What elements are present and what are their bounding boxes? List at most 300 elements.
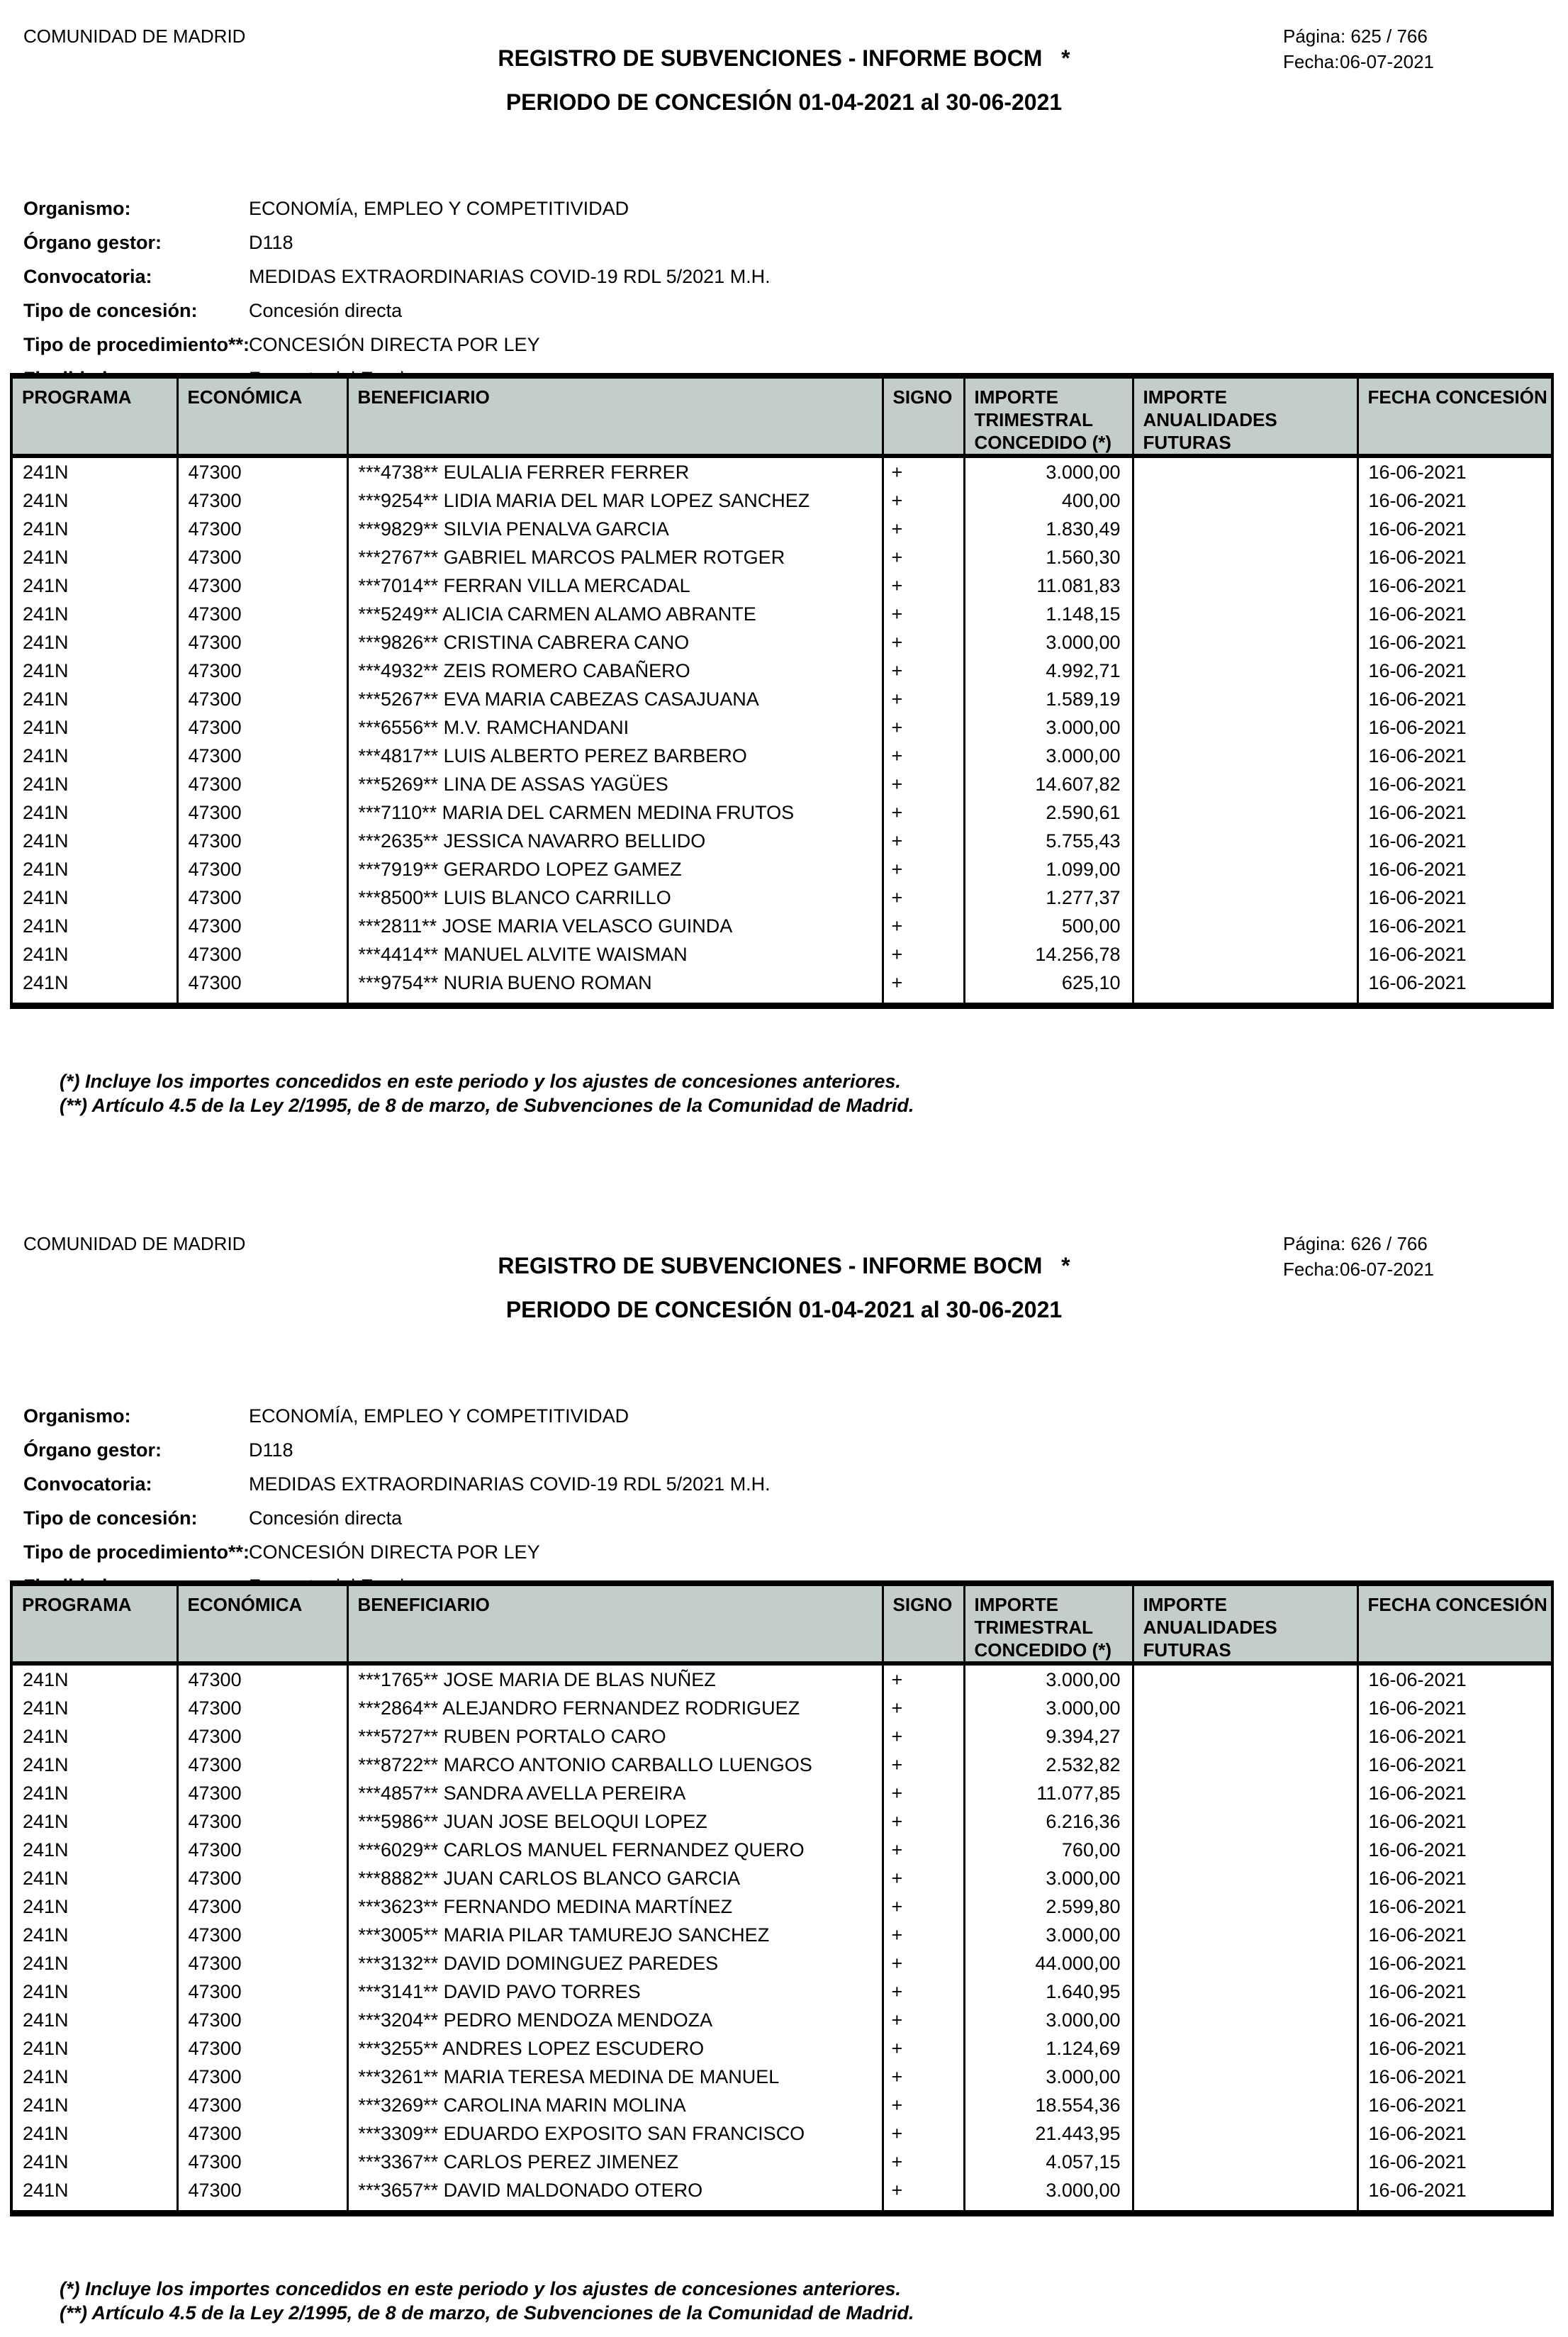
cell-beneficiario: ***2864** ALEJANDRO FERNANDEZ RODRIGUEZ [347,1694,883,1722]
cell-importe-trimestral: 3.000,00 [964,1663,1133,1694]
cell-importe-trimestral: 5.755,43 [964,827,1133,855]
meta-value: D118 [249,1439,293,1461]
meta-row-organo-gestor [23,1433,771,1467]
cell-programa: 241N [11,1921,177,1949]
cell-beneficiario: ***8882** JUAN CARLOS BLANCO GARCIA [347,1864,883,1892]
report-subtitle: PERIODO DE CONCESIÓN 01-04-2021 al 30-06-2021 [505,1297,1063,1322]
cell-beneficiario: ***7919** GERARDO LOPEZ GAMEZ [347,855,883,883]
cell-beneficiario: ***3141** DAVID PAVO TORRES [347,1978,883,2006]
cell-economica: 47300 [177,515,347,543]
col-header-fecha-concesion: FECHA CONCESIÓN [1357,1583,1552,1663]
cell-signo: + [883,628,964,657]
cell-fecha-concesion: 16-06-2021 [1357,2176,1552,2204]
cell-beneficiario: ***9254** LIDIA MARIA DEL MAR LOPEZ SANCHEZ [347,486,883,515]
cell-importe-anualidades [1133,997,1357,1005]
cell-importe-anualidades [1133,543,1357,571]
cell-economica [177,997,347,1005]
cell-importe-trimestral: 9.394,27 [964,1722,1133,1751]
cell-beneficiario: ***3309** EDUARDO EXPOSITO SAN FRANCISCO [347,2119,883,2148]
col-header-beneficiario: BENEFICIARIO [347,1583,883,1663]
report-title: REGISTRO DE SUBVENCIONES - INFORME BOCM * [498,1253,1070,1278]
cell-beneficiario: ***7110** MARIA DEL CARMEN MEDINA FRUTOS [347,798,883,827]
cell-beneficiario: ***3005** MARIA PILAR TAMUREJO SANCHEZ [347,1921,883,1949]
cell-programa: 241N [11,770,177,798]
page-2-content [0,1207,1568,2337]
cell-economica: 47300 [177,798,347,827]
cell-economica: 47300 [177,1807,347,1836]
cell-importe-anualidades [1133,1722,1357,1751]
cell-fecha-concesion: 16-06-2021 [1357,1779,1552,1807]
cell-importe-anualidades [1133,2176,1357,2204]
cell-economica: 47300 [177,883,347,912]
cell-fecha-concesion: 16-06-2021 [1357,798,1552,827]
cell-importe-anualidades [1133,883,1357,912]
cell-fecha-concesion: 16-06-2021 [1357,855,1552,883]
meta-row-tipo-concesion [23,1501,771,1535]
cell-importe-trimestral: 500,00 [964,912,1133,940]
cell-fecha-concesion: 16-06-2021 [1357,486,1552,515]
cell-signo: + [883,2006,964,2034]
report-date-label: Fecha: [1283,51,1340,72]
cell-fecha-concesion: 16-06-2021 [1357,628,1552,657]
table-row [11,1751,1552,1779]
cell-economica: 47300 [177,486,347,515]
cell-beneficiario: ***2635** JESSICA NAVARRO BELLIDO [347,827,883,855]
cell-signo: + [883,1807,964,1836]
cell-signo: + [883,742,964,770]
cell-importe-trimestral: 14.256,78 [964,940,1133,969]
cell-programa: 241N [11,1836,177,1864]
cell-signo: + [883,543,964,571]
cell-fecha-concesion: 16-06-2021 [1357,1978,1552,2006]
cell-importe-trimestral: 14.607,82 [964,770,1133,798]
cell-signo: + [883,798,964,827]
cell-signo: + [883,600,964,628]
table-row [11,2063,1552,2091]
col-header-importe-trimestral: IMPORTE TRIMESTRAL CONCEDIDO (*) [964,376,1133,456]
cell-fecha-concesion: 16-06-2021 [1357,883,1552,912]
cell-beneficiario [347,2204,883,2213]
cell-programa: 241N [11,1949,177,1978]
cell-economica: 47300 [177,628,347,657]
col-header-signo: SIGNO [883,376,964,456]
report-date-value: 06-07-2021 [1340,51,1434,72]
cell-programa: 241N [11,2176,177,2204]
meta-label: Órgano gestor: [23,232,162,253]
table-row [11,883,1552,912]
table-row [11,1807,1552,1836]
cell-importe-trimestral: 3.000,00 [964,628,1133,657]
cell-importe-anualidades [1133,2091,1357,2119]
cell-economica: 47300 [177,543,347,571]
cell-signo [883,997,964,1005]
cell-fecha-concesion: 16-06-2021 [1357,827,1552,855]
cell-importe-anualidades [1133,855,1357,883]
cell-signo: + [883,713,964,742]
cell-importe-anualidades [1133,2063,1357,2091]
cell-signo: + [883,2148,964,2176]
cell-programa: 241N [11,713,177,742]
cell-beneficiario: ***2767** GABRIEL MARCOS PALMER ROTGER [347,543,883,571]
cell-importe-trimestral: 625,10 [964,969,1133,997]
cell-importe-trimestral: 18.554,36 [964,2091,1133,2119]
col-header-economica: ECONÓMICA [177,1583,347,1663]
cell-importe-anualidades [1133,600,1357,628]
cell-programa: 241N [11,657,177,685]
cell-fecha-concesion: 16-06-2021 [1357,1722,1552,1751]
col-header-economica: ECONÓMICA [177,376,347,456]
cell-importe-anualidades [1133,515,1357,543]
cell-importe-trimestral: 2.590,61 [964,798,1133,827]
metadata-block [23,1399,771,1603]
cell-programa: 241N [11,855,177,883]
cell-signo: + [883,827,964,855]
cell-fecha-concesion: 16-06-2021 [1357,1892,1552,1921]
table-row [11,798,1552,827]
cell-importe-trimestral: 4.992,71 [964,657,1133,685]
cell-importe-trimestral: 3.000,00 [964,1694,1133,1722]
cell-programa: 241N [11,1722,177,1751]
cell-economica: 47300 [177,657,347,685]
col-header-fecha-concesion: FECHA CONCESIÓN [1357,376,1552,456]
cell-fecha-concesion: 16-06-2021 [1357,685,1552,713]
col-header-programa: PROGRAMA [11,376,177,456]
cell-programa: 241N [11,827,177,855]
cell-importe-trimestral: 3.000,00 [964,713,1133,742]
footnote-1: (*) Incluye los importes concedidos en este periodo y los ajustes de concesiones anteriores. [60,2278,901,2299]
table-row [11,543,1552,571]
table-row [11,1722,1552,1751]
meta-label: Tipo de concesión: [23,1507,198,1529]
cell-beneficiario: ***9829** SILVIA PENALVA GARCIA [347,515,883,543]
cell-fecha-concesion: 16-06-2021 [1357,600,1552,628]
meta-value: Concesión directa [249,300,403,321]
cell-fecha-concesion: 16-06-2021 [1357,515,1552,543]
cell-economica: 47300 [177,2148,347,2176]
cell-beneficiario: ***5249** ALICIA CARMEN ALAMO ABRANTE [347,600,883,628]
cell-economica: 47300 [177,713,347,742]
cell-programa: 241N [11,742,177,770]
cell-importe-anualidades [1133,1921,1357,1949]
report-subtitle: PERIODO DE CONCESIÓN 01-04-2021 al 30-06-2021 [505,89,1063,115]
cell-beneficiario: ***4817** LUIS ALBERTO PEREZ BARBERO [347,742,883,770]
cell-signo: + [883,1751,964,1779]
cell-importe-trimestral: 1.099,00 [964,855,1133,883]
footnote-1: (*) Incluye los importes concedidos en este periodo y los ajustes de concesiones anteriores. [60,1071,901,1092]
cell-economica: 47300 [177,2006,347,2034]
cell-economica: 47300 [177,969,347,997]
cell-importe-trimestral: 3.000,00 [964,742,1133,770]
cell-importe-trimestral: 1.560,30 [964,543,1133,571]
table-row [11,1892,1552,1921]
cell-economica: 47300 [177,685,347,713]
cell-importe-trimestral: 1.148,15 [964,600,1133,628]
table-row [11,912,1552,940]
page-number: Página: 626 / 766 [1283,1233,1428,1254]
cell-economica: 47300 [177,742,347,770]
table-row [11,1921,1552,1949]
cell-economica: 47300 [177,2063,347,2091]
cell-programa: 241N [11,515,177,543]
cell-importe-trimestral: 1.277,37 [964,883,1133,912]
cell-beneficiario: ***1765** JOSE MARIA DE BLAS NUÑEZ [347,1663,883,1694]
cell-signo: + [883,969,964,997]
cell-economica: 47300 [177,1978,347,2006]
cell-fecha-concesion: 16-06-2021 [1357,657,1552,685]
meta-row-tipo-procedimiento [23,328,771,362]
cell-signo: + [883,1864,964,1892]
footnotes [60,2277,914,2325]
cell-importe-anualidades [1133,1949,1357,1978]
cell-programa: 241N [11,1978,177,2006]
cell-fecha-concesion: 16-06-2021 [1357,770,1552,798]
cell-fecha-concesion: 16-06-2021 [1357,2091,1552,2119]
footnote-2: (**) Artículo 4.5 de la Ley 2/1995, de 8 de marzo, de Subvenciones de la Comunidad de Madrid. [60,1095,914,1116]
cell-fecha-concesion: 16-06-2021 [1357,2006,1552,2034]
cell-beneficiario: ***5269** LINA DE ASSAS YAGÜES [347,770,883,798]
cell-signo: + [883,770,964,798]
cell-importe-trimestral: 21.443,95 [964,2119,1133,2148]
meta-row-convocatoria [23,260,771,294]
meta-row-organismo [23,191,771,225]
cell-signo: + [883,515,964,543]
cell-fecha-concesion: 16-06-2021 [1357,2119,1552,2148]
cell-importe-trimestral: 11.081,83 [964,571,1133,600]
meta-label: Convocatoria: [23,1473,152,1495]
cell-programa: 241N [11,600,177,628]
cell-economica: 47300 [177,2176,347,2204]
cell-beneficiario: ***3367** CARLOS PEREZ JIMENEZ [347,2148,883,2176]
cell-programa: 241N [11,1892,177,1921]
subsidies-table [10,1580,1554,2216]
cell-economica [177,2204,347,2213]
cell-importe-anualidades [1133,742,1357,770]
cell-beneficiario: ***7014** FERRAN VILLA MERCADAL [347,571,883,600]
cell-beneficiario: ***2811** JOSE MARIA VELASCO GUINDA [347,912,883,940]
cell-fecha-concesion: 16-06-2021 [1357,1751,1552,1779]
cell-importe-trimestral: 11.077,85 [964,1779,1133,1807]
cell-importe-trimestral: 760,00 [964,1836,1133,1864]
cell-importe-anualidades [1133,628,1357,657]
cell-economica: 47300 [177,912,347,940]
cell-beneficiario: ***9754** NURIA BUENO ROMAN [347,969,883,997]
cell-economica: 47300 [177,2091,347,2119]
meta-value: Concesión directa [249,1507,403,1529]
cell-beneficiario: ***4932** ZEIS ROMERO CABAÑERO [347,657,883,685]
cell-programa: 241N [11,685,177,713]
cell-programa: 241N [11,1751,177,1779]
cell-signo: + [883,1921,964,1949]
cell-importe-trimestral: 44.000,00 [964,1949,1133,1978]
cell-programa: 241N [11,486,177,515]
cell-signo: + [883,456,964,486]
cell-beneficiario [347,997,883,1005]
cell-programa: 241N [11,1864,177,1892]
cell-importe-anualidades [1133,2006,1357,2034]
cell-importe-anualidades [1133,1978,1357,2006]
cell-programa: 241N [11,543,177,571]
cell-economica: 47300 [177,2119,347,2148]
report-date-label: Fecha: [1283,1259,1340,1280]
cell-importe-trimestral: 6.216,36 [964,1807,1133,1836]
table-row [11,1694,1552,1722]
table-row [11,855,1552,883]
cell-importe-trimestral: 3.000,00 [964,2176,1133,2204]
report-page-2 [0,1168,1568,2337]
cell-importe-anualidades [1133,827,1357,855]
meta-label: Convocatoria: [23,266,152,287]
cell-programa: 241N [11,940,177,969]
cell-programa [11,997,177,1005]
cell-signo: + [883,912,964,940]
cell-fecha-concesion: 16-06-2021 [1357,912,1552,940]
cell-economica: 47300 [177,1949,347,1978]
cell-importe-trimestral: 1.124,69 [964,2034,1133,2063]
cell-fecha-concesion: 16-06-2021 [1357,1836,1552,1864]
cell-importe-trimestral [964,2204,1133,2213]
meta-value: D118 [249,232,293,253]
cell-importe-trimestral: 3.000,00 [964,2006,1133,2034]
cell-fecha-concesion: 16-06-2021 [1357,571,1552,600]
cell-beneficiario: ***4414** MANUEL ALVITE WAISMAN [347,940,883,969]
cell-beneficiario: ***3204** PEDRO MENDOZA MENDOZA [347,2006,883,2034]
cell-importe-trimestral: 1.589,19 [964,685,1133,713]
cell-beneficiario: ***8722** MARCO ANTONIO CARBALLO LUENGOS [347,1751,883,1779]
cell-economica: 47300 [177,1751,347,1779]
meta-row-tipo-concesion [23,294,771,328]
cell-economica: 47300 [177,1779,347,1807]
table-row [11,827,1552,855]
metadata-block [23,191,771,396]
cell-economica: 47300 [177,1836,347,1864]
cell-fecha-concesion: 16-06-2021 [1357,2148,1552,2176]
cell-economica: 47300 [177,1921,347,1949]
cell-importe-anualidades [1133,1663,1357,1694]
cell-signo: + [883,2063,964,2091]
table-header-row [11,376,1552,456]
cell-importe-anualidades [1133,1864,1357,1892]
org-name: COMUNIDAD DE MADRID [23,1233,246,1254]
cell-importe-anualidades [1133,1807,1357,1836]
org-name: COMUNIDAD DE MADRID [23,26,246,47]
cell-signo: + [883,2119,964,2148]
cell-beneficiario: ***8500** LUIS BLANCO CARRILLO [347,883,883,912]
cell-programa: 241N [11,2006,177,2034]
cell-importe-trimestral: 2.532,82 [964,1751,1133,1779]
table-row [11,1864,1552,1892]
cell-economica: 47300 [177,770,347,798]
cell-economica: 47300 [177,600,347,628]
cell-programa: 241N [11,456,177,486]
cell-fecha-concesion: 16-06-2021 [1357,456,1552,486]
cell-economica: 47300 [177,456,347,486]
cell-economica: 47300 [177,1864,347,1892]
table-filler-row [11,997,1552,1005]
cell-programa: 241N [11,628,177,657]
cell-programa: 241N [11,1694,177,1722]
cell-importe-anualidades [1133,1779,1357,1807]
cell-programa: 241N [11,798,177,827]
meta-label: Organismo: [23,198,131,219]
cell-programa: 241N [11,912,177,940]
cell-importe-anualidades [1133,657,1357,685]
cell-importe-anualidades [1133,912,1357,940]
meta-value: ECONOMÍA, EMPLEO Y COMPETITIVIDAD [249,1405,629,1427]
cell-beneficiario: ***3269** CAROLINA MARIN MOLINA [347,2091,883,2119]
col-header-importe-trimestral: IMPORTE TRIMESTRAL CONCEDIDO (*) [964,1583,1133,1663]
cell-signo: + [883,855,964,883]
report-date-value: 06-07-2021 [1340,1259,1434,1280]
table-row [11,600,1552,628]
subsidies-table [10,373,1554,1009]
cell-signo: + [883,571,964,600]
table-row [11,571,1552,600]
cell-signo: + [883,1722,964,1751]
cell-signo: + [883,1836,964,1864]
cell-importe-anualidades [1133,2148,1357,2176]
cell-fecha-concesion: 16-06-2021 [1357,940,1552,969]
cell-programa: 241N [11,1779,177,1807]
table-row [11,685,1552,713]
cell-economica: 47300 [177,827,347,855]
cell-signo [883,2204,964,2213]
cell-fecha-concesion: 16-06-2021 [1357,742,1552,770]
cell-importe-anualidades [1133,713,1357,742]
meta-row-organo-gestor [23,225,771,260]
meta-label: Tipo de procedimiento**: [23,334,250,355]
table-row [11,657,1552,685]
cell-importe-anualidades [1133,2034,1357,2063]
cell-economica: 47300 [177,1663,347,1694]
table-row [11,2091,1552,2119]
cell-importe-anualidades [1133,770,1357,798]
cell-beneficiario: ***5986** JUAN JOSE BELOQUI LOPEZ [347,1807,883,1836]
page-1-content [0,0,1568,1168]
cell-importe-anualidades [1133,798,1357,827]
meta-label: Órgano gestor: [23,1439,162,1461]
cell-importe-trimestral: 3.000,00 [964,456,1133,486]
cell-programa: 241N [11,2148,177,2176]
cell-importe-anualidades [1133,969,1357,997]
cell-economica: 47300 [177,1892,347,1921]
cell-signo: + [883,1949,964,1978]
cell-signo: + [883,883,964,912]
table-row [11,2176,1552,2204]
cell-programa: 241N [11,2034,177,2063]
cell-beneficiario: ***6029** CARLOS MANUEL FERNANDEZ QUERO [347,1836,883,1864]
cell-importe-anualidades [1133,1751,1357,1779]
cell-programa: 241N [11,883,177,912]
cell-beneficiario: ***5727** RUBEN PORTALO CARO [347,1722,883,1751]
cell-signo: + [883,685,964,713]
cell-fecha-concesion: 16-06-2021 [1357,1694,1552,1722]
table-row [11,940,1552,969]
cell-signo: + [883,2091,964,2119]
cell-fecha-concesion [1357,2204,1552,2213]
table-row [11,1779,1552,1807]
col-header-signo: SIGNO [883,1583,964,1663]
table-row [11,1949,1552,1978]
cell-beneficiario: ***3132** DAVID DOMINGUEZ PAREDES [347,1949,883,1978]
table-row [11,770,1552,798]
meta-row-convocatoria [23,1467,771,1501]
cell-signo: + [883,940,964,969]
page-number: Página: 625 / 766 [1283,26,1428,47]
table-row [11,486,1552,515]
table-row [11,515,1552,543]
cell-programa: 241N [11,969,177,997]
cell-signo: + [883,1978,964,2006]
